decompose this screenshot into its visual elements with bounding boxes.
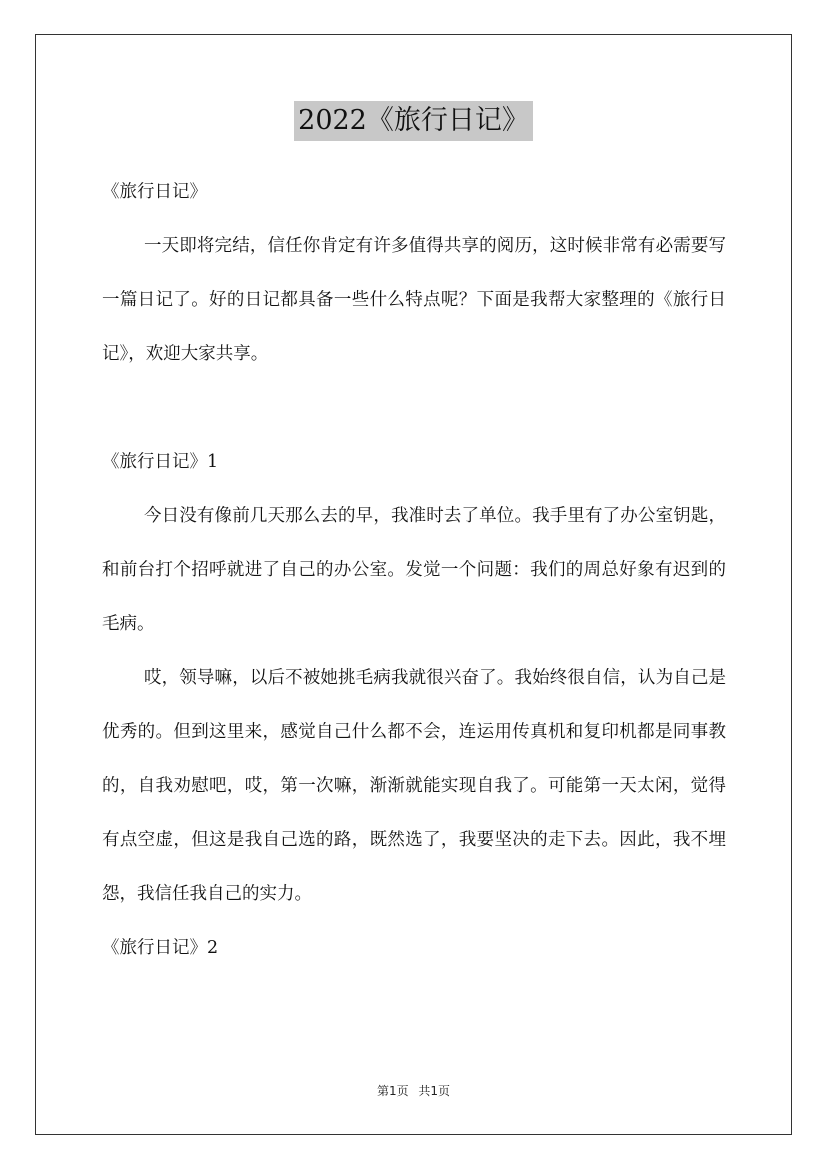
paragraph-diary-1b: 哎，领导嘛，以后不被她挑毛病我就很兴奋了。我始终很自信，认为自己是优秀的。但到这里来，感觉自己什么都不会，连运用传真机和复印机都是同事教的，自我劝慰吧，哎，第一次嘛，渐渐就能实现自我了。可能第一天太闲，觉得有点空虚，但这是我自己选的路，既然选了，我要坚决的走下去。因此，我不埋怨，我信任我自己的实力。 — [102, 668, 726, 904]
page-count: 共1页 — [418, 1084, 451, 1098]
heading-intro: 《旅行日记》 — [102, 182, 207, 202]
blank-line — [102, 381, 726, 435]
page-number: 第1页 — [376, 1084, 409, 1098]
document-title: 2022《旅行日记》 — [294, 101, 533, 141]
title-container — [0, 101, 827, 141]
heading-diary-2: 《旅行日记》2 — [102, 938, 219, 958]
page-footer — [0, 1082, 827, 1099]
heading-diary-1: 《旅行日记》1 — [102, 452, 219, 472]
paragraph-intro: 一天即将完结，信任你肯定有许多值得共享的阅历，这时候非常有必需要写一篇日记了。好的日记都具备一些什么特点呢？下面是我帮大家整理的《旅行日记》，欢迎大家共享。 — [102, 236, 726, 364]
paragraph-diary-1a: 今日没有像前几天那么去的早，我准时去了单位。我手里有了办公室钥匙，和前台打个招呼就进了自己的办公室。发觉一个问题：我们的周总好象有迟到的毛病。 — [102, 506, 726, 634]
document-body — [102, 165, 726, 975]
